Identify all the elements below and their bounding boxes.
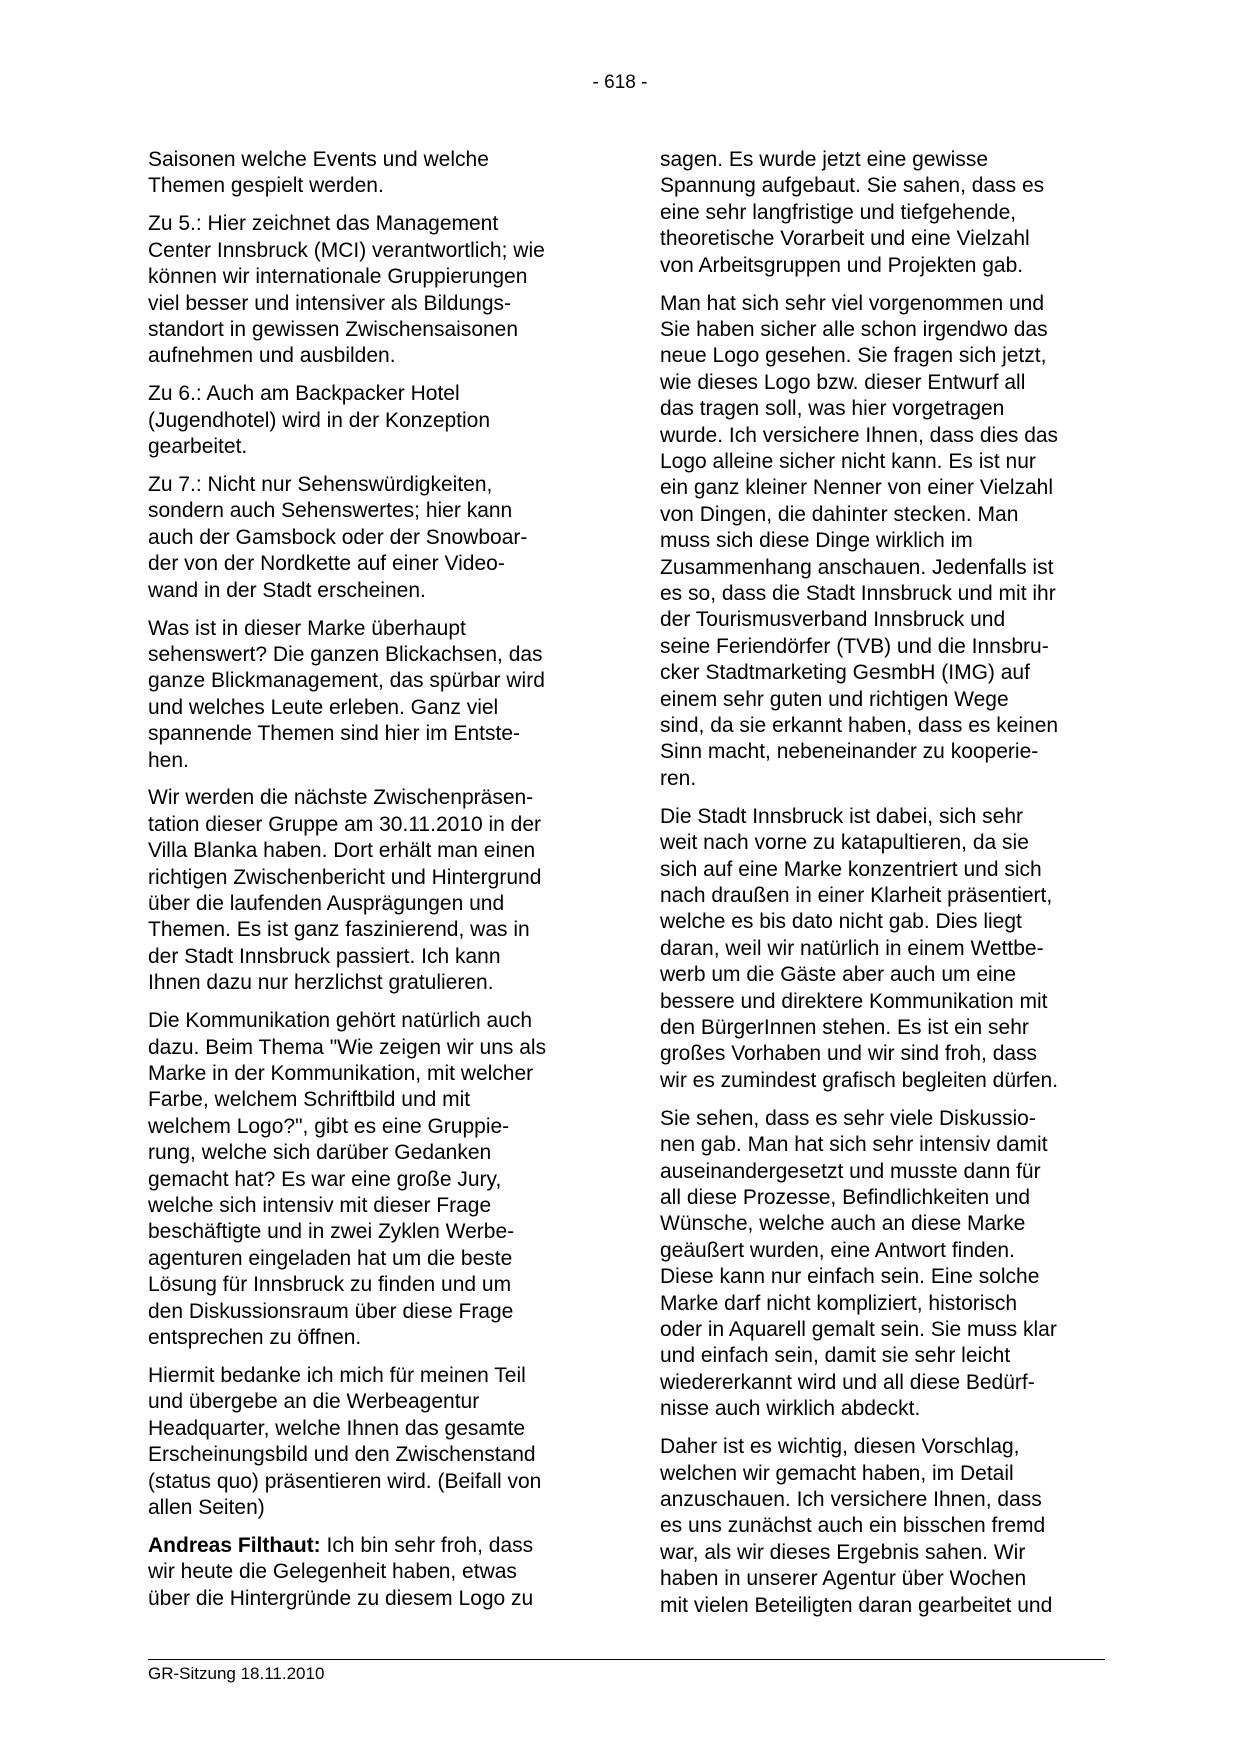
speaker-text: Ich bin sehr froh, dass wir heute die Gelegenheit haben, etwas über die Hintergründe zu diesem Logo zu [148,1533,534,1610]
paragraph: Zu 5.: Hier zeichnet das Management Center Innsbruck (MCI) verantwortlich; wie können wir internationale Gruppierungen viel besser und intensiver als Bildungs- standort in gewissen Zwischensaisonen aufnehmen und ausbilden. [148,212,545,368]
paragraph: Zu 7.: Nicht nur Sehenswürdigkeiten, sondern auch Sehenswertes; hier kann auch der Gamsbock oder der Snowboar- der von der Nordkette auf einer Video- wand in der Stadt erscheinen. [148,472,528,602]
paragraph: Wir werden die nächste Zwischenpräsen- tation dieser Gruppe am 30.11.2010 in der Villa Blanka haben. Dort erhält man einen richtigen Zwischenbericht und Hintergrund über die laufenden Ausprägungen und Themen. Es ist ganz faszinierend, was in der Stadt Innsbruck passiert. Ich kann Ihnen dazu nur herzlichst gratulieren. [148,786,542,995]
paragraph: Sie sehen, dass es sehr viele Diskussio- nen gab. Man hat sich sehr intensiv damit auseinandergesetzt und musste dann für all diese Prozesse, Befindlichkeiten und Wünsche, welche auch an diese Marke geäußert wurden, eine Antwort finden. Diese kann nur einfach sein. Eine solche Marke darf nicht kompliziert, historisch oder in Aquarell gemalt sein. Sie muss klar und einfach sein, damit sie sehr leicht wiedererkannt wird und all diese Bedürf- nisse auch wirklich abdeckt. [660,1106,1057,1421]
speaker-name: Andreas Filthaut: [148,1533,321,1557]
page-number: - 618 - [592,72,648,93]
paragraph: sagen. Es wurde jetzt eine gewisse Spannung aufgebaut. Sie sahen, dass es eine sehr langfristige und tiefgehende, theoretische Vorarbeit und eine Vielzahl von Arbeitsgruppen und Projekten gab. [660,148,1045,277]
footer-text: GR-Sitzung 18.11.2010 [148,1664,325,1683]
paragraph: Die Stadt Innsbruck ist dabei, sich sehr weit nach vorne zu katapultieren, da sie sich auf eine Marke konzentriert und sich nach draußen in einer Klarheit präsentiert, welche es bis dato nicht gab. Dies liegt daran, weil wir natürlich in einem Wettbe- werb um die Gäste aber auch um eine bessere und direktere Kommunikation mit den BürgerInnen stehen. Es ist ein sehr großes Vorhaben und wir sind froh, dass wir es zumindest grafisch begleiten dürfen. [660,804,1059,1092]
paragraph: Was ist in dieser Marke überhaupt sehenswert? Die ganzen Blickachsen, das ganze Blickmanagement, das spürbar wird und welches Leute erleben. Ganz viel spannende Themen sind hier im Entste- hen. [148,616,545,772]
right-column [660,147,1108,1630]
paragraph: Zu 6.: Auch am Backpacker Hotel (Jugendhotel) wird in der Konzeption gearbeitet. [148,382,491,459]
paragraph: Man hat sich sehr viel vorgenommen und Sie haben sicher alle schon irgendwo das neue Logo gesehen. Sie fragen sich jetzt, wie dieses Logo bzw. dieser Entwurf all das tragen soll, was hier vorgetragen wurde. Ich versichere Ihnen, dass dies das Logo alleine sicher nicht kann. Es ist nur ein ganz kleiner Nenner von einer Vielzahl von Dingen, die dahinter stecken. Man muss sich diese Dinge wirklich im Zusammenhang anschauen. Jedenfalls ist es so, dass die Stadt Innsbruck und mit ihr der Tourismusverband Innsbruck und seine Feriendörfer (TVB) und die Innsbru- cker Stadtmarketing GesmbH (IMG) auf einem sehr guten und richtigen Wege sind, da sie erkannt haben, dass es keinen Sinn macht, nebeneinander zu kooperie- ren. [660,291,1059,790]
footer-divider [148,1659,1105,1660]
speaker-paragraph [148,1533,590,1612]
paragraph: Daher ist es wichtig, diesen Vorschlag, welchen wir gemacht haben, im Detail anzuschauen. Ich versichere Ihnen, dass es uns zunächst auch ein bisschen fremd war, als wir dieses Ergebnis sahen. Wir haben in unserer Agentur über Wochen mit vielen Beteiligten daran gearbeitet und [660,1435,1053,1617]
paragraph: Hiermit bedanke ich mich für meinen Teil und übergebe an die Werbeagentur Headquarter, welche Ihnen das gesamte Erscheinungsbild und den Zwischenstand (status quo) präsentieren wird. (Beifall von allen Seiten) [148,1363,542,1519]
paragraph: Saisonen welche Events und welche Themen gespielt werden. [148,148,489,198]
paragraph: Die Kommunikation gehört natürlich auch dazu. Beim Thema "Wie zeigen wir uns als Marke in der Kommunikation, mit welcher Farbe, welchem Schriftbild und mit welchem Logo?", gibt es eine Gruppie- rung, welche sich darüber Gedanken gemacht hat? Es war eine große Jury, welche sich intensiv mit dieser Frage beschäftigte und in zwei Zyklen Werbe- agenturen eingeladen hat um die beste Lösung für Innsbruck zu finden und um den Diskussionsraum über diese Frage entsprechen zu öffnen. [148,1009,547,1350]
left-column [148,147,590,1624]
